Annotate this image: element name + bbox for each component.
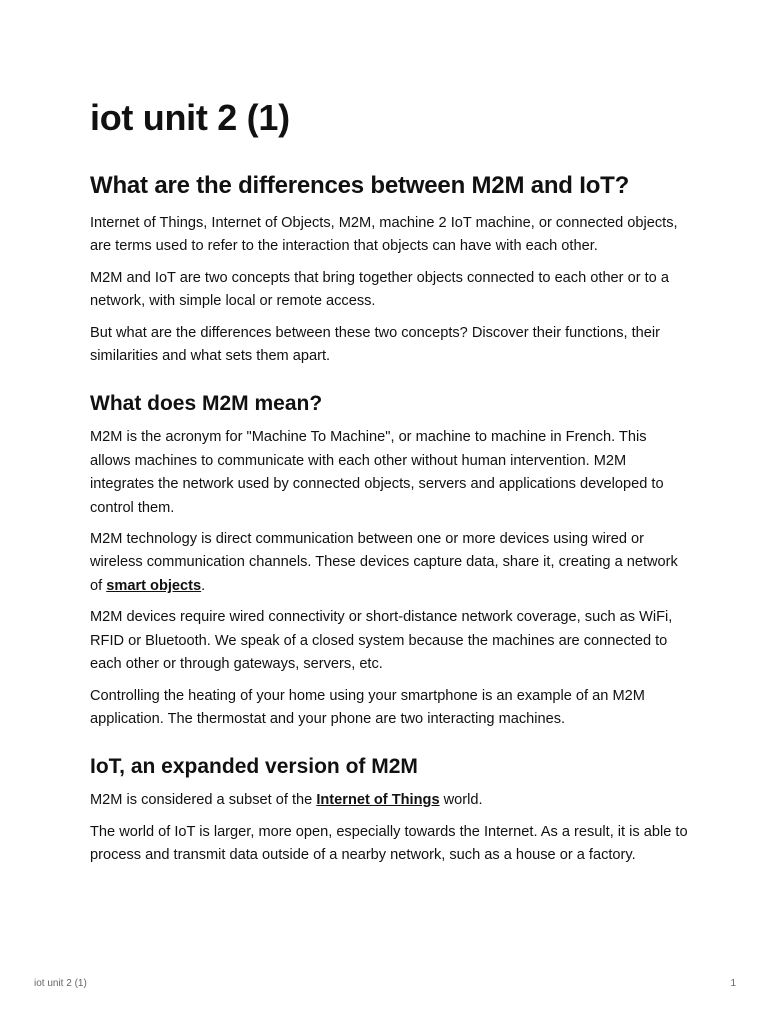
smart-objects-link[interactable]: smart objects bbox=[106, 577, 202, 594]
paragraph-text: M2M technology is direct communication between one or more devices using wired or wireless communication channels. These devices capture data, share it, creating a network of bbox=[90, 531, 678, 594]
internet-of-things-link[interactable]: Internet of Things bbox=[316, 792, 440, 809]
footer-doc-name: iot unit 2 (1) bbox=[34, 978, 87, 989]
section-m2m-meaning bbox=[90, 390, 690, 731]
section-heading: What are the differences between M2M and IoT? bbox=[90, 172, 630, 199]
document-title: iot unit 2 (1) bbox=[90, 97, 290, 138]
footer-page-number: 1 bbox=[730, 978, 736, 989]
paragraph bbox=[90, 528, 690, 598]
paragraph: M2M is the acronym for "Machine To Machine", or machine to machine in French. This allows machines to communicate with each other without human intervention. M2M integrates the network used by connected objects, servers and applications developed to control them. bbox=[90, 429, 664, 516]
paragraph-text: . bbox=[201, 577, 206, 594]
paragraph: Controlling the heating of your home using your smartphone is an example of an M2M application. The thermostat and your phone are two interacting machines. bbox=[90, 687, 645, 727]
paragraph bbox=[90, 789, 690, 812]
paragraph: M2M and IoT are two concepts that bring together objects connected to each other or to a network, with simple local or remote access. bbox=[90, 269, 669, 310]
document-page bbox=[90, 96, 690, 876]
section-heading: What does M2M mean? bbox=[90, 392, 323, 416]
paragraph-text: M2M is considered a subset of the bbox=[90, 792, 317, 809]
paragraph: The world of IoT is larger, more open, especially towards the Internet. As a result, it is able to process and transmit data outside of a nearby network, such as a house or a factory. bbox=[90, 823, 688, 864]
paragraph: But what are the differences between these two concepts? Discover their functions, their similarities and what sets them apart. bbox=[90, 324, 661, 365]
paragraph-text: world. bbox=[439, 792, 483, 809]
paragraph: M2M devices require wired connectivity or short-distance network coverage, such as WiFi, RFID or Bluetooth. We speak of a closed system because the machines are connected to each other or through gateways, servers, etc. bbox=[90, 609, 673, 673]
section-differences bbox=[90, 170, 690, 368]
paragraph: Internet of Things, Internet of Objects, M2M, machine 2 IoT machine, or connected objects, are terms used to refer to the interaction that objects can have with each other. bbox=[90, 215, 678, 255]
section-heading: IoT, an expanded version of M2M bbox=[90, 755, 418, 779]
section-iot-expanded bbox=[90, 753, 690, 867]
